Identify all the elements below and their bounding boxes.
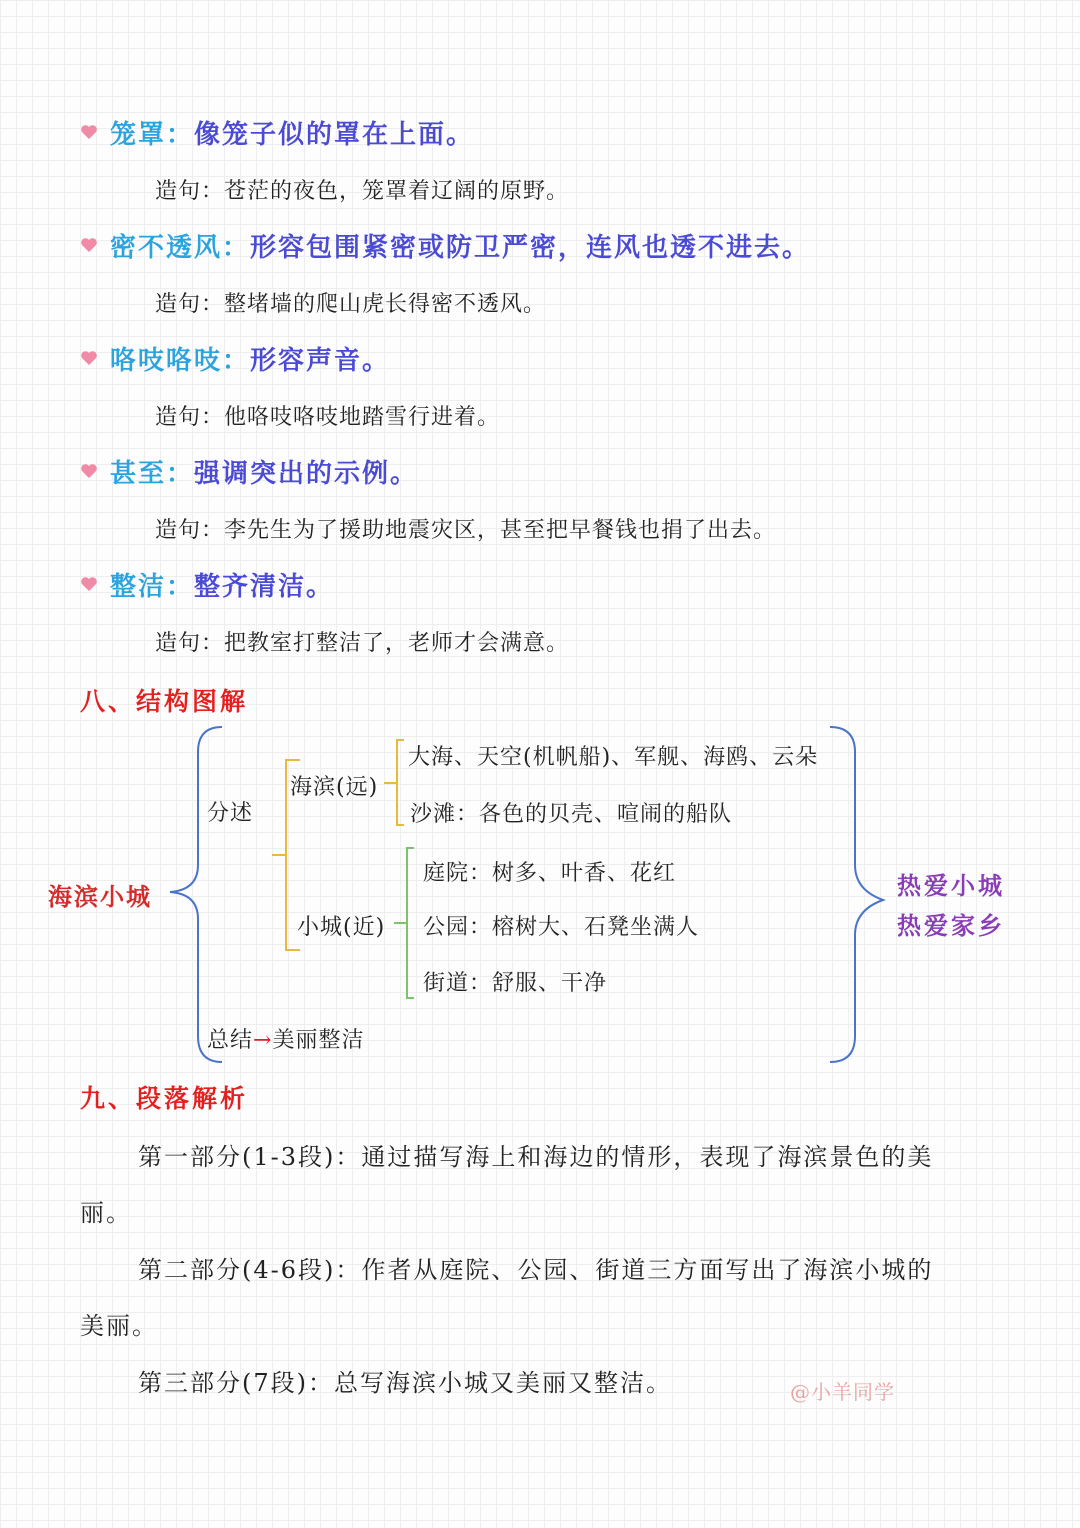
vocab-term: 笼罩：: [110, 120, 195, 150]
vocab-definition: 强调突出的示例。: [194, 459, 419, 489]
vocab-term: 咯吱咯吱：: [110, 346, 251, 376]
section-title-structure: 八、结构图解: [80, 687, 249, 716]
example-sentence: 造句：他咯吱咯吱地踏雪行进着。: [155, 405, 501, 430]
conclusion-line: 热爱小城: [897, 871, 1005, 900]
example-sentence: 造句：整堵墙的爬山虎长得密不透风。: [155, 292, 547, 317]
vocab-definition: 整齐清洁。: [194, 572, 335, 602]
vocab-definition: 像笼子似的罩在上面。: [194, 120, 475, 150]
analysis-part-1: 第一部分(1-3段)：通过描写海上和海边的情形，表现了海滨景色的美: [138, 1143, 934, 1171]
node-fenshu: 分述: [207, 801, 254, 826]
node-haibin-item: 大海、天空(机帆船)、军舰、海鸥、云朵: [408, 745, 819, 770]
diagram-root: 海滨小城: [48, 882, 152, 911]
watermark: @小羊同学: [790, 1380, 895, 1404]
right-arrow-icon: →: [253, 1028, 273, 1053]
node-xiaocheng-item: 公园：榕树大、石凳坐满人: [423, 915, 700, 940]
analysis-part-2-cont: 美丽。: [80, 1312, 158, 1340]
vocab-definition: 形容包围紧密或防卫严密，连风也透不进去。: [250, 233, 811, 263]
section-title-analysis: 九、段落解析: [80, 1084, 249, 1113]
conclusion-line: 热爱家乡: [897, 911, 1005, 940]
root-brace: [170, 727, 222, 1062]
node-xiaocheng-item: 庭院：树多、叶香、花红: [423, 861, 677, 886]
summary-label: 总结: [207, 1028, 254, 1053]
node-haibin: 海滨(远): [290, 775, 379, 800]
node-haibin-item: 沙滩：各色的贝壳、喧闹的船队: [410, 802, 733, 827]
vocab-term: 密不透风：: [110, 233, 251, 263]
analysis-part-2: 第二部分(4-6段)：作者从庭院、公园、街道三方面写出了海滨小城的: [138, 1256, 934, 1284]
vocab-term: 甚至：: [110, 459, 195, 489]
vocab-definition: 形容声音。: [250, 346, 391, 376]
example-sentence: 造句：苍茫的夜色，笼罩着辽阔的原野。: [155, 179, 570, 204]
node-xiaocheng: 小城(近): [297, 915, 386, 940]
example-sentence: 造句：把教室打整洁了，老师才会满意。: [155, 631, 570, 656]
analysis-part-3: 第三部分(7段)：总写海滨小城又美丽又整洁。: [138, 1369, 672, 1397]
conclusion-brace: [830, 727, 883, 1062]
node-summary: [207, 1023, 364, 1054]
vocab-term: 整洁：: [110, 572, 195, 602]
analysis-part-1-cont: 丽。: [80, 1199, 132, 1227]
example-sentence: 造句：李先生为了援助地震灾区，甚至把早餐钱也捐了出去。: [155, 518, 777, 543]
haibin-bracket: [384, 740, 404, 825]
node-xiaocheng-item: 街道：舒服、干净: [423, 971, 608, 996]
xiaocheng-bracket: [394, 848, 414, 998]
summary-value: 美丽整洁: [272, 1028, 365, 1053]
